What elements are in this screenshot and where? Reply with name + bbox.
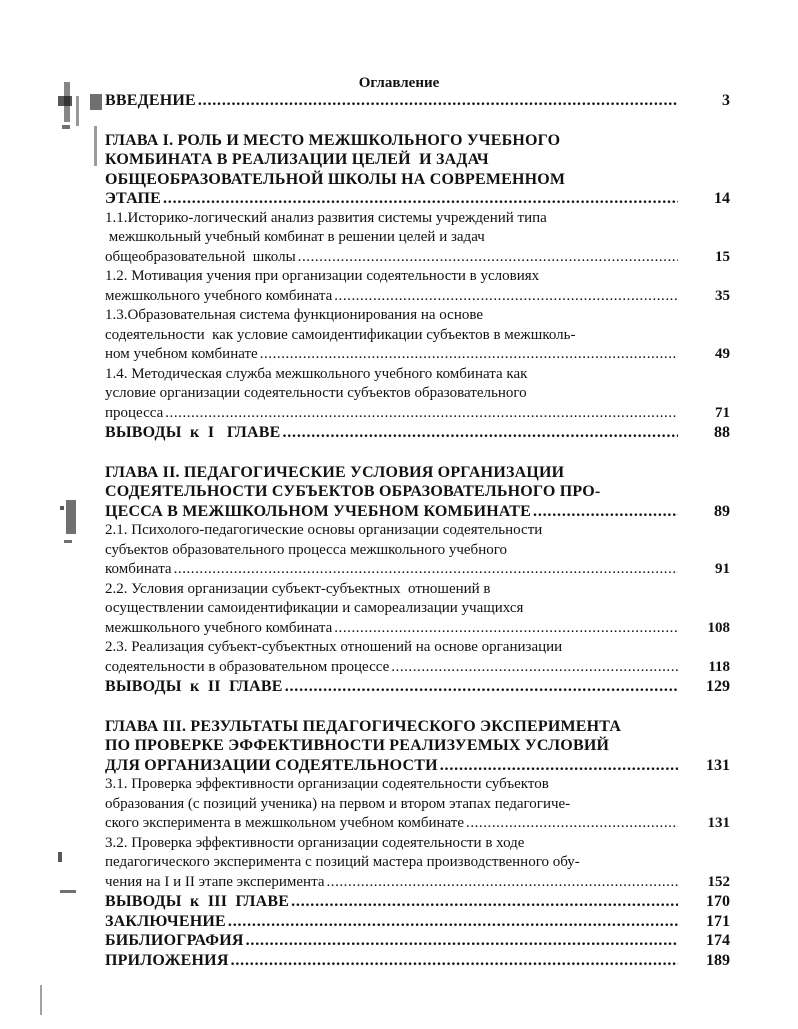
scan-speck xyxy=(40,985,42,1015)
entry-title-line: процесса xyxy=(105,404,164,421)
entry-title-line: ГЛАВА III. РЕЗУЛЬТАТЫ ПЕДАГОГИЧЕСКОГО ЭКСПЕРИМЕНТА xyxy=(105,717,622,735)
toc-entry-section-3-1[interactable] xyxy=(105,775,730,834)
page-number: 118 xyxy=(708,658,730,675)
entry-title-line: СОДЕЯТЕЛЬНОСТИ СУБЪЕКТОВ ОБРАЗОВАТЕЛЬНОГО ПРО- xyxy=(105,483,601,500)
dot-leader xyxy=(246,931,678,951)
entry-title-line: чения на I и II этапе эксперимента xyxy=(105,873,325,890)
scan-speck xyxy=(62,125,70,129)
page-number: 171 xyxy=(706,912,730,930)
entry-title-line: педагогического эксперимента с позиций мастера производственного обу- xyxy=(105,854,580,870)
entry-title-line: ЭТАПЕ xyxy=(105,190,161,207)
toc-entry-section-2-1[interactable] xyxy=(105,521,730,580)
dot-leader xyxy=(260,345,678,365)
dot-leader xyxy=(440,756,678,776)
page-number: 129 xyxy=(706,678,730,695)
toc-entry-chapter-1[interactable] xyxy=(105,131,730,209)
table-of-contents xyxy=(105,91,730,970)
entry-title-line: 2.1. Психолого-педагогические основы организации содеятельности xyxy=(105,522,543,538)
entry-title-line: ВЫВОДЫ к II ГЛАВЕ xyxy=(105,678,283,695)
toc-entry-conclusion[interactable] xyxy=(105,912,730,932)
entry-title-line: межшкольный учебный комбинат в решении целей и задач xyxy=(105,229,485,245)
dot-leader xyxy=(174,560,678,580)
page-number: 91 xyxy=(715,561,730,577)
dot-leader xyxy=(228,912,678,932)
entry-title-line: 3.2. Проверка эффективности организации содеятельности в ходе xyxy=(105,834,525,851)
page-number: 108 xyxy=(707,619,730,636)
entry-title-line: БИБЛИОГРАФИЯ xyxy=(105,932,244,949)
toc-entry-introduction[interactable] xyxy=(105,91,730,111)
dot-leader xyxy=(334,619,678,639)
toc-entry-section-1-4[interactable] xyxy=(105,365,730,424)
entry-title-line: 1.2. Мотивация учения при организации содеятельности в условиях xyxy=(105,268,540,284)
entry-title-line: КОМБИНАТА В РЕАЛИЗАЦИИ ЦЕЛЕЙ И ЗАДАЧ xyxy=(105,151,489,168)
page-number: 174 xyxy=(706,932,730,949)
dot-leader xyxy=(198,91,678,111)
page-number: 131 xyxy=(706,756,730,774)
dot-leader xyxy=(334,287,678,307)
page-number: 15 xyxy=(715,248,730,265)
entry-title-line: общеобразовательной школы xyxy=(105,248,296,265)
dot-leader xyxy=(163,189,678,209)
scan-speck xyxy=(60,890,76,893)
toc-entry-chapter-2[interactable] xyxy=(105,463,730,522)
dot-leader xyxy=(326,873,678,893)
entry-title-line: ского эксперимента в межшкольном учебном комбинате xyxy=(105,815,465,831)
entry-title-line: ГЛАВА II. ПЕДАГОГИЧЕСКИЕ УСЛОВИЯ ОРГАНИЗАЦИИ xyxy=(105,463,565,481)
page-number: 3 xyxy=(722,92,730,109)
entry-title-line: ГЛАВА I. РОЛЬ И МЕСТО МЕЖШКОЛЬНОГО УЧЕБНОГО xyxy=(105,131,561,149)
entry-title-line: межшкольного учебного комбината xyxy=(105,619,333,636)
entry-title-line: ВЫВОДЫ к III ГЛАВЕ xyxy=(105,893,290,910)
scan-speck xyxy=(90,94,102,110)
entry-title-line: 1.3.Образовательная система функционирования на основе xyxy=(105,307,484,323)
toc-entry-appendices[interactable] xyxy=(105,951,730,971)
dot-leader xyxy=(298,248,678,268)
page-number: 89 xyxy=(714,502,730,520)
entry-title-line: содеятельности как условие самоидентификации субъектов в межшколь- xyxy=(105,326,576,343)
scan-speck xyxy=(66,500,76,534)
scan-speck xyxy=(64,540,72,543)
entry-title-line: межшкольного учебного комбината xyxy=(105,287,333,304)
toc-entry-conclusions-1[interactable] xyxy=(105,423,730,443)
entry-title-line: комбината xyxy=(105,561,172,577)
page-number: 88 xyxy=(714,424,730,441)
entry-title-line: ном учебном комбинате xyxy=(105,346,258,362)
toc-entry-section-1-3[interactable] xyxy=(105,306,730,365)
toc-entry-section-1-1[interactable] xyxy=(105,209,730,268)
entry-title-line: ПРИЛОЖЕНИЯ xyxy=(105,951,229,969)
toc-entry-section-3-2[interactable] xyxy=(105,834,730,893)
page-number: 14 xyxy=(714,190,730,207)
dot-leader xyxy=(282,423,678,443)
dot-leader xyxy=(391,658,678,678)
entry-title-line: 2.2. Условия организации субъект-субъектных отношений в xyxy=(105,580,491,597)
page-number: 49 xyxy=(715,346,730,362)
dot-leader xyxy=(291,892,678,912)
entry-title-line: 3.1. Проверка эффективности организации содеятельности субъектов xyxy=(105,776,549,792)
page-number: 71 xyxy=(715,404,730,421)
toc-entry-section-2-2[interactable] xyxy=(105,580,730,639)
entry-title-line: 2.3. Реализация субъект-субъектных отношений на основе организации xyxy=(105,639,563,655)
toc-entry-chapter-3[interactable] xyxy=(105,717,730,776)
entry-title-line: ЦЕССА В МЕЖШКОЛЬНОМ УЧЕБНОМ КОМБИНАТЕ xyxy=(105,502,532,520)
scan-speck xyxy=(94,126,97,166)
entry-title-line: ДЛЯ ОРГАНИЗАЦИИ СОДЕЯТЕЛЬНОСТИ xyxy=(105,756,438,774)
scan-speck xyxy=(76,96,79,126)
page-number: 170 xyxy=(706,893,730,910)
toc-entry-bibliography[interactable] xyxy=(105,931,730,951)
dot-leader xyxy=(466,814,678,834)
entry-title-line: образования (с позиций ученика) на первом и втором этапах педагогиче- xyxy=(105,795,571,812)
entry-title-line: осуществлении самоидентификации и самореализации учащихся xyxy=(105,600,524,616)
scan-speck xyxy=(60,506,64,510)
page-number: 152 xyxy=(707,873,730,890)
dot-leader xyxy=(231,951,678,971)
entry-title-line: 1.1.Историко-логический анализ развития системы учреждений типа xyxy=(105,209,547,226)
entry-title-line: ПО ПРОВЕРКЕ ЭФФЕКТИВНОСТИ РЕАЛИЗУЕМЫХ УСЛОВИЙ xyxy=(105,737,610,754)
toc-entry-section-1-2[interactable] xyxy=(105,267,730,306)
toc-entry-section-2-3[interactable] xyxy=(105,638,730,677)
entry-title-line: ВЫВОДЫ к I ГЛАВЕ xyxy=(105,424,281,441)
page-number: 189 xyxy=(706,951,730,969)
entry-title-line: 1.4. Методическая служба межшкольного учебного комбината как xyxy=(105,365,528,382)
scan-speck xyxy=(58,852,62,862)
page-number: 35 xyxy=(715,287,730,304)
entry-title-line: ОБЩЕОБРАЗОВАТЕЛЬНОЙ ШКОЛЫ НА СОВРЕМЕННОМ xyxy=(105,170,566,188)
entry-title-line: содеятельности в образовательном процессе xyxy=(105,658,390,675)
dot-leader xyxy=(285,677,678,697)
entry-title-line: ЗАКЛЮЧЕНИЕ xyxy=(105,912,226,930)
page-number: 131 xyxy=(707,815,730,831)
dot-leader xyxy=(533,502,678,522)
page-title: Оглавление xyxy=(358,75,440,91)
toc-entry-conclusions-2[interactable] xyxy=(105,677,730,697)
entry-title-line: ВВЕДЕНИЕ xyxy=(105,92,196,109)
entry-title-line: субъектов образовательного процесса межшкольного учебного xyxy=(105,541,507,558)
scan-speck xyxy=(58,96,72,106)
dot-leader xyxy=(165,404,678,424)
toc-entry-conclusions-3[interactable] xyxy=(105,892,730,912)
entry-title-line: условие организации содеятельности субъектов образовательного xyxy=(105,385,527,401)
